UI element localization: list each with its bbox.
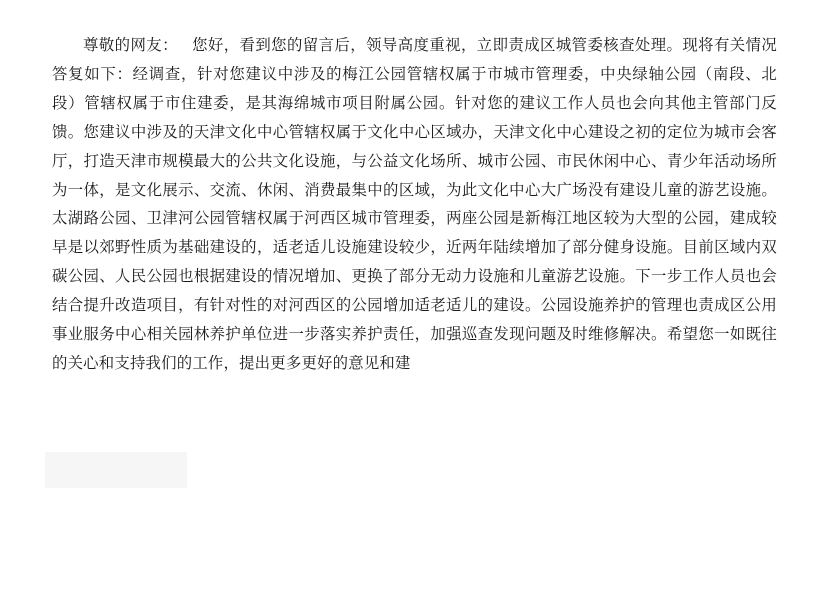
reply-body: 您好，看到您的留言后，领导高度重视，立即责成区城管委核查处理。现将有关情况答复如下：经调查，针对您建议中涉及的梅江公园管辖权属于市城市管理委，中央绿轴公园（南段、北段）管辖权属于市住建委，是其海绵城市项目附属公园。针对您的建议工作人员也会向其他主管部门反馈。您建议中涉及的天津文化中心管辖权属于文化中心区域办，天津文化中心建设之初的定位为城市会客厅，打造天津市规模最大的公共文化设施，与公益文化场所、城市公园、市民休闲中心、青少年活动场所为一体，是文化展示、交流、休闲、消费最集中的区域，为此文化中心大广场没有建设儿童的游艺设施。太湖路公园、卫津河公园管辖权属于河西区城市管理委，两座公园是新梅江地区较为大型的公园，建成较早是以郊野性质为基础建设的，适老适儿设施建设较少，近两年陆续增加了部分健身设施。目前区域内双碳公园、人民公园也根据建设的情况增加、更换了部分无动力设施和儿童游艺设施。下一步工作人员也会结合提升改造项目，有针对性的对河西区的公园增加适老适儿的建设。公园设施养护的管理也责成区公用事业服务中心相关园林养护单位进一步落实养护责任，加强巡查发现问题及时维修解决。希望您一如既往的关心和支持我们的工作，提出更多更好的意见和建 <box>52 36 777 372</box>
reply-paragraph <box>52 31 777 378</box>
greeting: 尊敬的网友： <box>83 36 178 54</box>
faint-smudge <box>45 452 187 488</box>
